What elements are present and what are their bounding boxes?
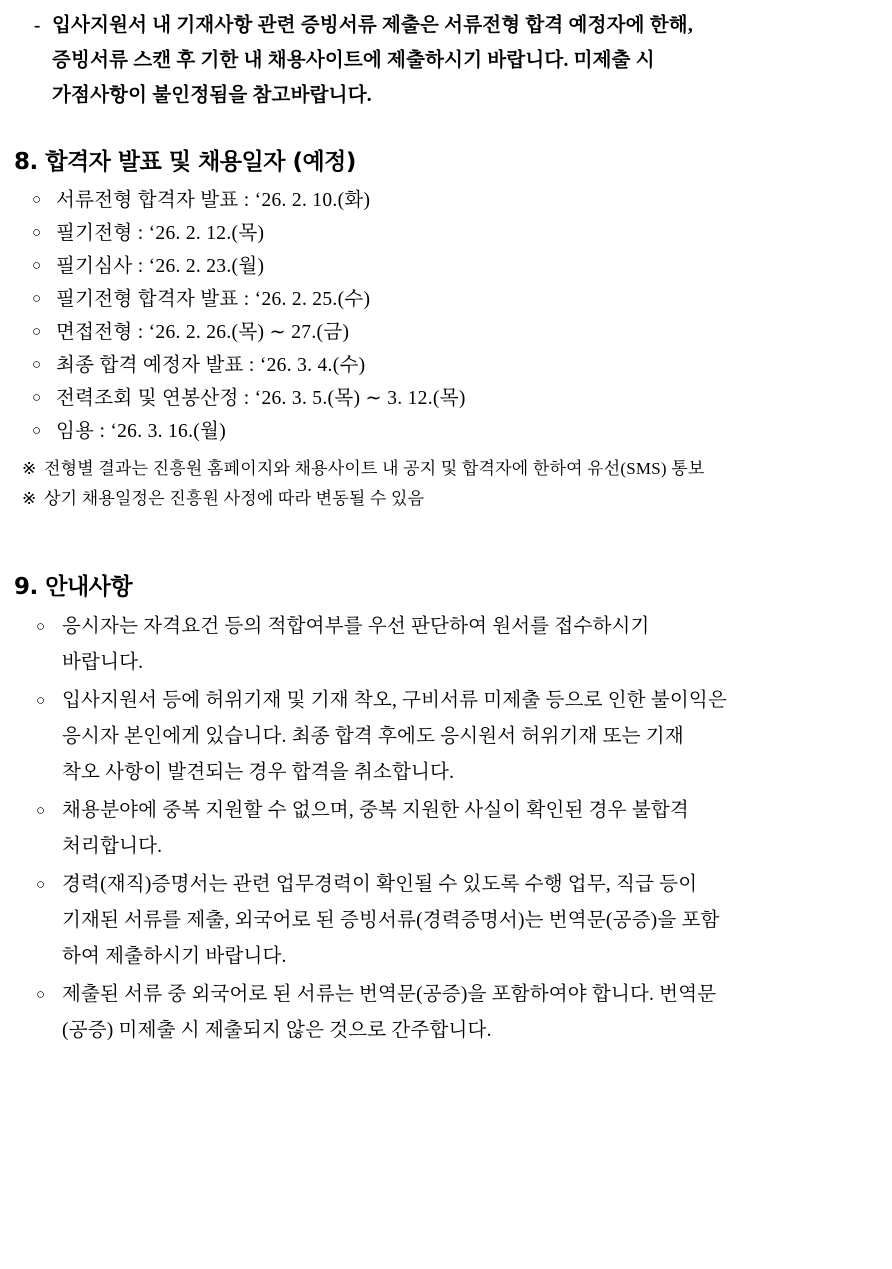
top-note-text — [52, 8, 693, 113]
section-8-title: 8. 합격자 발표 및 채용일자 (예정) — [14, 149, 356, 175]
section-8-notes — [0, 454, 892, 514]
paragraph-line: 처리합니다. — [62, 836, 163, 857]
circle-bullet-icon: ○ — [32, 324, 42, 340]
section-9-list — [0, 609, 892, 1049]
list-item-label: 면접전형 : ‘26. 2. 26.(목) ∼ 27.(금) — [56, 322, 350, 343]
top-note-block — [0, 8, 892, 113]
paragraph-line: 하여 제출하시기 바랍니다. — [62, 946, 287, 967]
paragraph-line: 바랍니다. — [62, 652, 144, 673]
list-item-label: 필기전형 : ‘26. 2. 12.(목) — [56, 223, 265, 244]
circle-bullet-icon: ○ — [32, 390, 42, 406]
list-item — [32, 382, 870, 415]
top-note-line-1: 입사지원서 내 기재사항 관련 증빙서류 제출은 서류전형 합격 예정자에 한해, — [52, 15, 693, 36]
document-page — [0, 8, 892, 1269]
list-item — [36, 683, 870, 791]
note-text: 전형별 결과는 진흥원 홈페이지와 채용사이트 내 공지 및 합격자에 한하여 유선(SMS) 통보 — [44, 459, 705, 478]
top-note-line-3: 가점사항이 불인정됨을 참고바랍니다. — [52, 85, 372, 106]
list-item — [36, 867, 870, 975]
list-item-paragraph — [62, 683, 870, 791]
note-text: 상기 채용일정은 진흥원 사정에 따라 변동될 수 있음 — [44, 489, 425, 508]
list-item-paragraph — [62, 609, 870, 681]
circle-bullet-icon: ○ — [36, 877, 46, 893]
top-note-row — [34, 8, 870, 113]
section-9-title: 9. 안내사항 — [14, 574, 133, 600]
paragraph-line: 응시자는 자격요건 등의 적합여부를 우선 판단하여 원서를 접수하시기 — [62, 616, 650, 637]
list-item — [32, 184, 870, 217]
circle-bullet-icon: ○ — [36, 803, 46, 819]
list-item-label: 필기전형 합격자 발표 : ‘26. 2. 25.(수) — [56, 289, 371, 310]
circle-bullet-icon: ○ — [32, 423, 42, 439]
paragraph-line: 경력(재직)증명서는 관련 업무경력이 확인될 수 있도록 수행 업무, 직급 등이 — [62, 874, 698, 895]
list-item — [36, 977, 870, 1049]
reference-mark-icon: ※ — [22, 489, 37, 508]
paragraph-line: 입사지원서 등에 허위기재 및 기재 착오, 구비서류 미제출 등으로 인한 불이익은 — [62, 690, 728, 711]
list-item-paragraph — [62, 793, 870, 865]
dash-marker: - — [34, 15, 41, 36]
list-item-paragraph — [62, 867, 870, 975]
paragraph-line: 착오 사항이 발견되는 경우 합격을 취소합니다. — [62, 762, 455, 783]
list-item — [36, 793, 870, 865]
circle-bullet-icon: ○ — [36, 619, 46, 635]
list-item — [32, 415, 870, 448]
note-row — [22, 454, 870, 484]
list-item — [32, 283, 870, 316]
list-item-label: 전력조회 및 연봉산정 : ‘26. 3. 5.(목) ∼ 3. 12.(목) — [56, 388, 466, 409]
list-item — [32, 217, 870, 250]
paragraph-line: 기재된 서류를 제출, 외국어로 된 증빙서류(경력증명서)는 번역문(공증)을 포함 — [62, 910, 720, 931]
note-row — [22, 484, 870, 514]
circle-bullet-icon: ○ — [32, 258, 42, 274]
list-item-label: 필기심사 : ‘26. 2. 23.(월) — [56, 256, 265, 277]
list-item-label: 임용 : ‘26. 3. 16.(월) — [56, 421, 226, 442]
paragraph-line: 제출된 서류 중 외국어로 된 서류는 번역문(공증)을 포함하여야 합니다. 번역문 — [62, 984, 717, 1005]
circle-bullet-icon: ○ — [32, 357, 42, 373]
reference-mark-icon: ※ — [22, 459, 37, 478]
circle-bullet-icon: ○ — [32, 192, 42, 208]
paragraph-line: 응시자 본인에게 있습니다. 최종 합격 후에도 응시원서 허위기재 또는 기재 — [62, 726, 684, 747]
list-item — [36, 609, 870, 681]
list-item-label: 서류전형 합격자 발표 : ‘26. 2. 10.(화) — [56, 190, 371, 211]
circle-bullet-icon: ○ — [32, 225, 42, 241]
circle-bullet-icon: ○ — [36, 693, 46, 709]
list-item — [32, 250, 870, 283]
list-item — [32, 349, 870, 382]
list-item-label: 최종 합격 예정자 발표 : ‘26. 3. 4.(수) — [56, 355, 366, 376]
list-item-paragraph — [62, 977, 870, 1049]
circle-bullet-icon: ○ — [32, 291, 42, 307]
circle-bullet-icon: ○ — [36, 987, 46, 1003]
paragraph-line: 채용분야에 중복 지원할 수 없으며, 중복 지원한 사실이 확인된 경우 불합격 — [62, 800, 689, 821]
top-note-line-2: 증빙서류 스캔 후 기한 내 채용사이트에 제출하시기 바랍니다. 미제출 시 — [52, 50, 655, 71]
section-8-list — [0, 184, 892, 448]
list-item — [32, 316, 870, 349]
paragraph-line: (공증) 미제출 시 제출되지 않은 것으로 간주합니다. — [62, 1020, 492, 1041]
